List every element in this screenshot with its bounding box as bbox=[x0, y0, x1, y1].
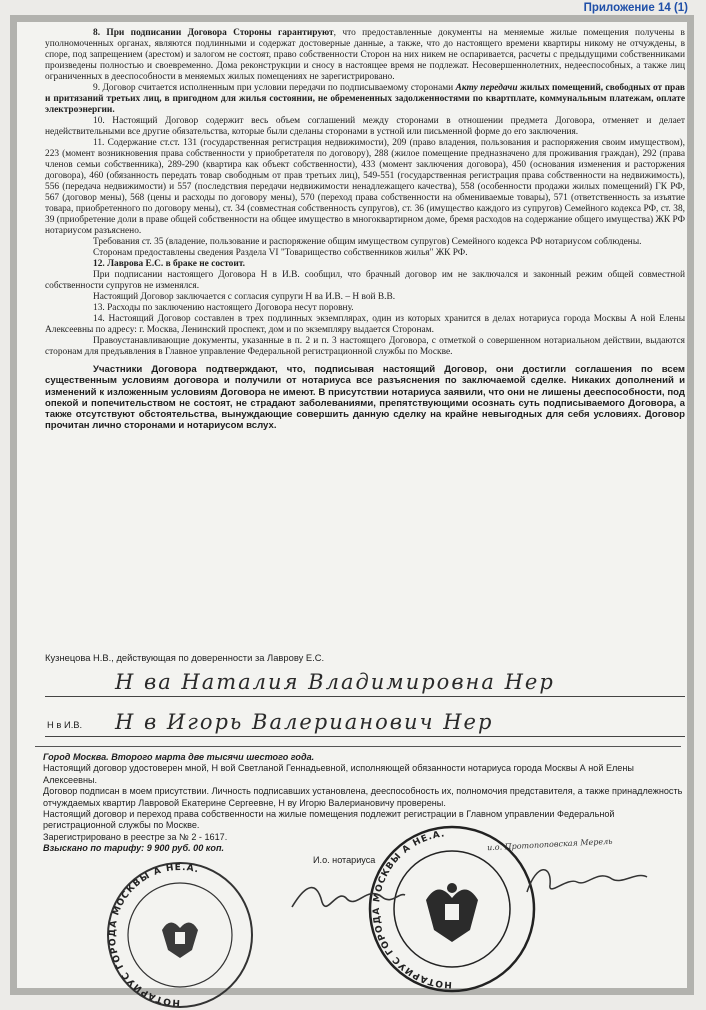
notary-acting: И.о. нотариуса bbox=[313, 854, 376, 865]
left-seal bbox=[95, 860, 265, 1010]
clause-14: 14. Настоящий Договор составлен в трех подлинных экземплярах, один из которых хранится в делах нотариуса города Москвы А ной Елены Алексеевны по адресу: г. Москва, Ленинский проспект, дом и по экземпляру выдается Сторонам. bbox=[45, 314, 685, 335]
confirmation-paragraph: Участники Договора подтверждают, что, подписывая настоящий Договор, они достигли соглашения по всем существенным условиям договора и получили от нотариуса все разъяснения по заключаемой сделке. Никаких дополнений и изменений к изложенным условиям Договора не имеют. В присутствии нотариуса заявили, что они не лишены дееспособности, под опекой и попечительством не состоят, не страдают заболеваниями, препятствующими осознать суть подписываемого Договора, а также отсутствуют обстоятельства, вынуждающие совершить данную сделку на крайне невыгодных для себя условиях. Договор прочитан лично сторонами и нотариусом вслух. bbox=[45, 364, 685, 432]
notary-tariff: Взыскано по тарифу: 9 900 руб. 00 коп. bbox=[43, 843, 225, 854]
signature-line-1 bbox=[45, 662, 685, 697]
clause-12-consent: Настоящий Договор заключается с согласия супруги Н ва И.В. – Н вой В.В. bbox=[93, 292, 396, 302]
signature-1-handwriting: Н ва Наталия Владимировна Нер bbox=[115, 670, 555, 694]
notary-signed: Договор подписан в моем присутствии. Личность подписавших установлена, дееспособность их, полномочия представителя, а также принадлежность отчуждаемых квартир Лавровой Екатерине Сергеевне, Н ву Игорю Валериановичу проверены. bbox=[43, 786, 683, 808]
clause-9-start: 9. Договор считается исполненным при условии передачи по подписываемому сторонами bbox=[93, 83, 456, 93]
clause-13: 13. Расходы по заключению настоящего Договора несут поровну. bbox=[93, 303, 354, 313]
clause-9-act: Акту передачи bbox=[455, 83, 518, 93]
signature-2-handwriting: Н в Игорь Валерианович Нер bbox=[115, 710, 494, 734]
clause-9-rest: жилых помещений, свободных от прав и притязаний третьих лиц, в пригодном для жилья состоянии, не обремененных задолженностями по квартплате, коммунальным платежам, оплате электроэнергии. bbox=[45, 83, 685, 115]
notary-certified: Настоящий договор удостоверен мной, Н вой Светланой Геннадьевной, исполняющей обязанности нотариуса города Москвы А ной Елены Алексеевны. bbox=[43, 763, 634, 785]
agent-note: Кузнецова Н.В., действующая по доверенности за Лаврову Е.С. bbox=[45, 652, 325, 663]
clause-12: 12. Лаврова Е.С. в браке не состоит. bbox=[93, 259, 246, 269]
document-page bbox=[10, 15, 694, 1008]
notary-signature-left bbox=[287, 877, 407, 917]
left-seal-text: НОТАРИУС ГОРОДА МОСКВЫ А НЕ.А. bbox=[107, 862, 201, 1008]
clause-8 bbox=[45, 28, 685, 83]
clause-11-requirements: Требования ст. 35 (владение, пользование и распоряжение общим имуществом супругов) Семейного кодекса РФ нотариусом соблюдены. bbox=[93, 237, 642, 247]
clause-14-documents: Правоустанавливающие документы, указанные в п. 2 и п. 3 настоящего Договора, с отметкой о совершенном нотариальном действии, выдаются сторонам для предъявления в Главное управление Федеральной регистрационной службы по Москве. bbox=[45, 336, 685, 357]
right-seal-text: НОТАРИУС ГОРОДА МОСКВЫ А НЕ.А. bbox=[371, 829, 453, 990]
clause-8-num: 8. При подписании Договора bbox=[93, 28, 227, 38]
clause-11-hoa: Сторонам предоставлены сведения Раздела VI "Товарищество собственников жилья" ЖК РФ. bbox=[93, 248, 468, 258]
signature-2-prefix: Н в И.В. bbox=[47, 719, 83, 730]
notary-block bbox=[43, 752, 687, 866]
notary-signature-right bbox=[522, 857, 652, 902]
clause-8-bold: Стороны гарантируют bbox=[233, 28, 334, 38]
notary-registry: Зарегистрировано в реестре за № 2 - 1617. bbox=[43, 831, 228, 842]
contract-body bbox=[45, 28, 685, 432]
signature-line-2 bbox=[45, 702, 685, 737]
notary-city-date: Город Москва. Второго марта две тысячи шестого года. bbox=[43, 752, 315, 762]
clause-12-marriage: При подписании настоящего Договора Н в И.В. сообщил, что брачный договор им не заключался и законный режим общей совместной собственности супругов не изменялся. bbox=[45, 270, 685, 291]
notary-handnote: и.о. Протопоповская Мерель bbox=[486, 836, 613, 853]
clause-10: 10. Настоящий Договор содержит весь объем соглашений между сторонами в отношении предмета Договора, отменяет и делает недействительными все другие обязательства, которые были сделаны сторонами в устной или письменной форме до его заключения. bbox=[45, 116, 685, 137]
left-seal-eagle-icon bbox=[162, 922, 198, 958]
clause-8-text: , что предоставленные документы на меняемые жилые помещения получены в уполномоченных органах, являются подлинными и содержат достоверные данные, а также, что до настоящего времени квартиры никому не отчуждены, в споре, под запрещением (арестом) и залогом не состоят, право собственности Сторон на них никем не оспаривается, расчеты с предыдущими собственниками произведены полностью и своевременно. Дома реконструкции и сносу в настоящее время не подлежат. Несовершеннолетних, недееспособных, а также лиц ограниченных в дееспособности в меняемых жилых помещениях не зарегистрировано. bbox=[45, 28, 685, 82]
notary-registration: Настоящий договор и переход права собственности на жилые помещения подлежит регистрации в Главном управлении Федеральной регистрационной службы по Москве. bbox=[43, 809, 615, 831]
clause-11: 11. Содержание ст.ст. 131 (государственная регистрация недвижимости), 209 (право владения, пользования и распоряжения своим имуществом), 223 (момент возникновения права собственности у приобретателя по договору), 288 (жилое помещение предназначено для проживания граждан), 292 (права членов семьи собственника), 289-290 (квартира как объект собственности), 433 (момент заключения договора), 450 (основания изменения и расторжения договора), 460 (обязанность передать товар свободным от прав третьих лиц), 549-551 (государственная регистрация права собственности на недвижимость), 556 (передача недвижимости) и 557 (последствия передачи недвижимости ненадлежащего качества), 558 (особенности продажи жилых помещений) ГК РФ, 567 (договор мены), 568 (цены и расходы по договору мены), 570 (переход права собственности на обмениваемые товары), 571 (ответственность за изъятие товара, приобретенного по договору мены), ст. 34 (совместная собственность супругов), ст. 36 (имущество каждого из супругов) Семейного кодекса РФ, ст. 38, 39 (приобретение доли в праве общей собственности на общее имущество в многоквартирном доме, бремя расходов на содержание общего имущества) ЖК РФ нотариусом разъяснено. bbox=[45, 138, 685, 236]
right-seal-eagle-icon bbox=[426, 883, 478, 942]
clause-9 bbox=[45, 83, 685, 116]
notary-divider bbox=[35, 746, 681, 747]
appendix-label: Приложение 14 (1) bbox=[583, 2, 688, 14]
